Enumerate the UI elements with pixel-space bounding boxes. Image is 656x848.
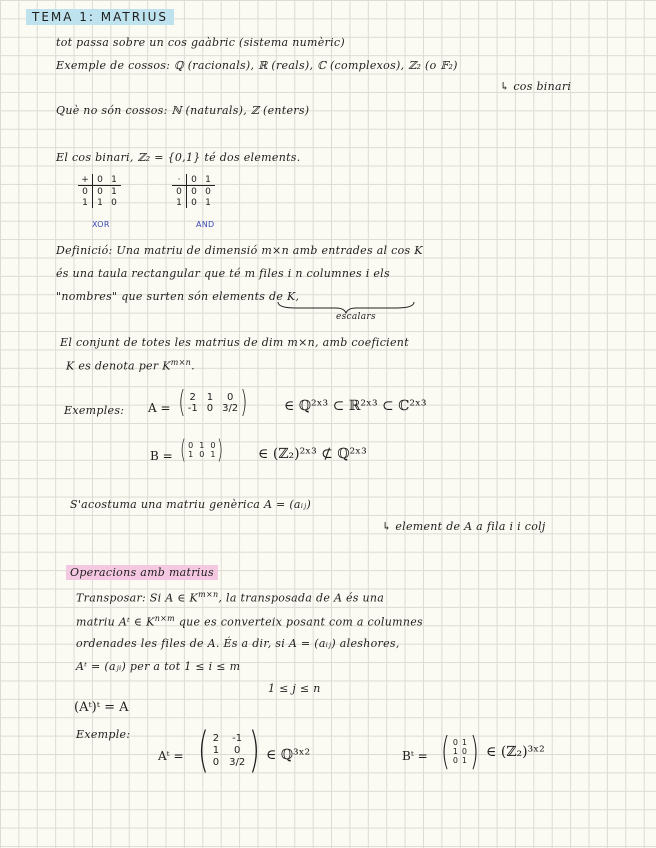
matrix-b-entry: 0 (199, 450, 205, 459)
matrix-bt-entry: 0 (452, 737, 458, 747)
and-row (172, 186, 215, 198)
xor-cell: 0 (93, 174, 108, 186)
matrix-at-entry: 0 (212, 756, 220, 768)
definition-line-3a: "nombres" que surten són (56, 290, 209, 303)
and-cell: 0 (191, 197, 197, 208)
matrix-a-entry: 2 (189, 392, 196, 403)
matrix-b: ( 0 1 0 1 0 1 ) (180, 435, 224, 465)
xor-cell: 1 (111, 186, 117, 197)
matrix-b-entry: 1 (199, 441, 205, 450)
matrix-a-entry: -1 (187, 403, 198, 414)
matrix-a-entry: 0 (206, 403, 214, 414)
transpose-line-2-sup: n×m (154, 614, 176, 623)
xor-cell: 1 (97, 197, 103, 208)
generic-line-1: S'acostuma una matriu genèrica A = (aᵢⱼ) (70, 498, 312, 511)
at-relation: ∈ ℚ³ˣ² (266, 747, 311, 763)
conjunt-line-2-text: K es denota per K (66, 359, 171, 373)
elements-phrase: elements de K, (212, 290, 300, 303)
xor-cell: 1 (107, 174, 121, 186)
transpose-line-5: 1 ≤ j ≤ n (268, 682, 321, 695)
transpose-line-1-end: , la transposada de A és una (218, 591, 385, 605)
xor-cell: 0 (111, 197, 117, 208)
and-cell: 1 (172, 197, 187, 208)
definition-line-2: és una taula rectangular que té m files i n columnes i els (56, 267, 390, 280)
matrix-at-entry: 3/2 (229, 756, 246, 768)
matrix-bt-entry: 1 (461, 755, 468, 765)
generic-line-2: ↳ element de A a fila i i colj (382, 520, 546, 533)
transpose-identity: (Aᵗ)ᵗ = A (74, 700, 129, 715)
page-title: TEMA 1: MATRIUS (26, 9, 174, 25)
matrix-b-entry: 0 (188, 441, 194, 450)
operations-title (66, 566, 218, 579)
matrix-bt-entry: 0 (452, 755, 458, 765)
note-line-1: tot passa sobre un cos gaàbric (sistema numèric) (56, 36, 345, 49)
matrix-bt-entry: 1 (452, 746, 458, 756)
xor-row (78, 186, 121, 198)
note-line-2b: ↳ cos binari (500, 80, 572, 93)
matrix-bt: ( 0 1 1 0 0 1 ) (440, 729, 479, 773)
examples-label: Exemples: (64, 404, 125, 417)
transpose-line-2 (76, 614, 423, 629)
conjunt-line-2-sup: m×n (170, 358, 192, 367)
xor-cell: + (78, 174, 93, 186)
transpose-line-1 (76, 590, 384, 605)
matrix-at: ( 2 -1 1 0 0 3/2 ) (197, 722, 261, 778)
matrix-bt-entry: 1 (461, 737, 468, 747)
matrix-at-entry: 1 (212, 744, 220, 756)
at-eq: Aᵗ = (158, 749, 184, 763)
and-label: AND (196, 220, 215, 229)
conjunt-line-2: K es denota per $K^{m\times n}$. (66, 358, 195, 373)
transpose-line-2-text: matriu Aᵗ ∈ K (76, 615, 155, 629)
matrix-b-entry: 1 (188, 450, 194, 459)
bt-relation: ∈ (ℤ₂)³ˣ² (486, 744, 545, 760)
transpose-line-2-end: que es converteix posant com a columnes (178, 615, 423, 629)
matrix-bt-entry: 0 (461, 746, 468, 756)
matrix-a-entry: 0 (226, 392, 234, 403)
xor-cell: 0 (78, 186, 93, 198)
matrix-at-entry: 0 (233, 744, 241, 756)
xor-row (78, 174, 121, 186)
xor-cell: 1 (78, 197, 93, 208)
note-line-3: Què no són cossos: ℕ (naturals), ℤ (enters) (56, 104, 310, 117)
and-cell: 0 (205, 186, 211, 197)
example-label: Exemple: (76, 728, 131, 741)
transpose-line-1-text: Transposar: Si A ∈ K (76, 591, 199, 605)
matrix-at-entry: -1 (232, 732, 243, 744)
and-row (172, 174, 215, 186)
matrix-a-entry: 3/2 (222, 403, 239, 414)
matrix-b-entry: 1 (210, 450, 216, 459)
transpose-line-1-sup: m×n (198, 590, 219, 599)
transpose-line-4: Aᵗ = (aⱼᵢ) per a tot 1 ≤ i ≤ m (76, 660, 241, 673)
and-cell: 1 (205, 197, 211, 208)
b-relation: ∈ (ℤ₂)²ˣ³ ⊄ ℚ²ˣ³ (258, 446, 367, 462)
and-cell: 0 (191, 186, 197, 197)
operations-title-text: Operacions amb matrius (66, 565, 218, 580)
xor-cell: 0 (97, 186, 103, 197)
escalars-label: escalars (336, 312, 376, 322)
and-table (172, 174, 215, 208)
note-line-4: El cos binari, ℤ₂ = {0,1} té dos elements. (56, 151, 301, 164)
conjunt-line-1: El conjunt de totes les matrius de dim m×n, amb coeficient (60, 336, 409, 349)
definition-line-1: Definició: Una matriu de dimensió m×n amb entrades al cos K (56, 244, 423, 257)
and-cell: 0 (172, 186, 187, 198)
a-relation: ∈ ℚ²ˣ³ ⊂ ℝ²ˣ³ ⊂ ℂ²ˣ³ (284, 398, 427, 414)
xor-label: XOR (92, 220, 110, 229)
matrix-b-entry: 0 (210, 441, 216, 450)
and-cell: 0 (187, 174, 202, 186)
and-cell: · (172, 174, 187, 186)
transpose-line-3: ordenades les files de A. És a dir, si A = (aᵢⱼ) aleshores, (76, 637, 400, 650)
bt-eq: Bᵗ = (402, 749, 428, 763)
xor-row (78, 197, 121, 208)
matrix-a-entry: 1 (206, 392, 214, 403)
matrix-a: ( 2 1 0 -1 0 3/2 ) (178, 385, 248, 420)
note-line-2: Exemple de cossos: ℚ (racionals), ℝ (reals), ℂ (complexos), ℤ₂ (o 𝔽₂) (56, 59, 458, 72)
matrix-at-entry: 2 (212, 732, 220, 744)
a-eq: A = (148, 401, 171, 415)
b-eq: B = (150, 449, 173, 463)
xor-table (78, 174, 121, 208)
and-cell: 1 (201, 174, 215, 186)
definition-line-3 (56, 290, 299, 303)
and-row (172, 197, 215, 208)
